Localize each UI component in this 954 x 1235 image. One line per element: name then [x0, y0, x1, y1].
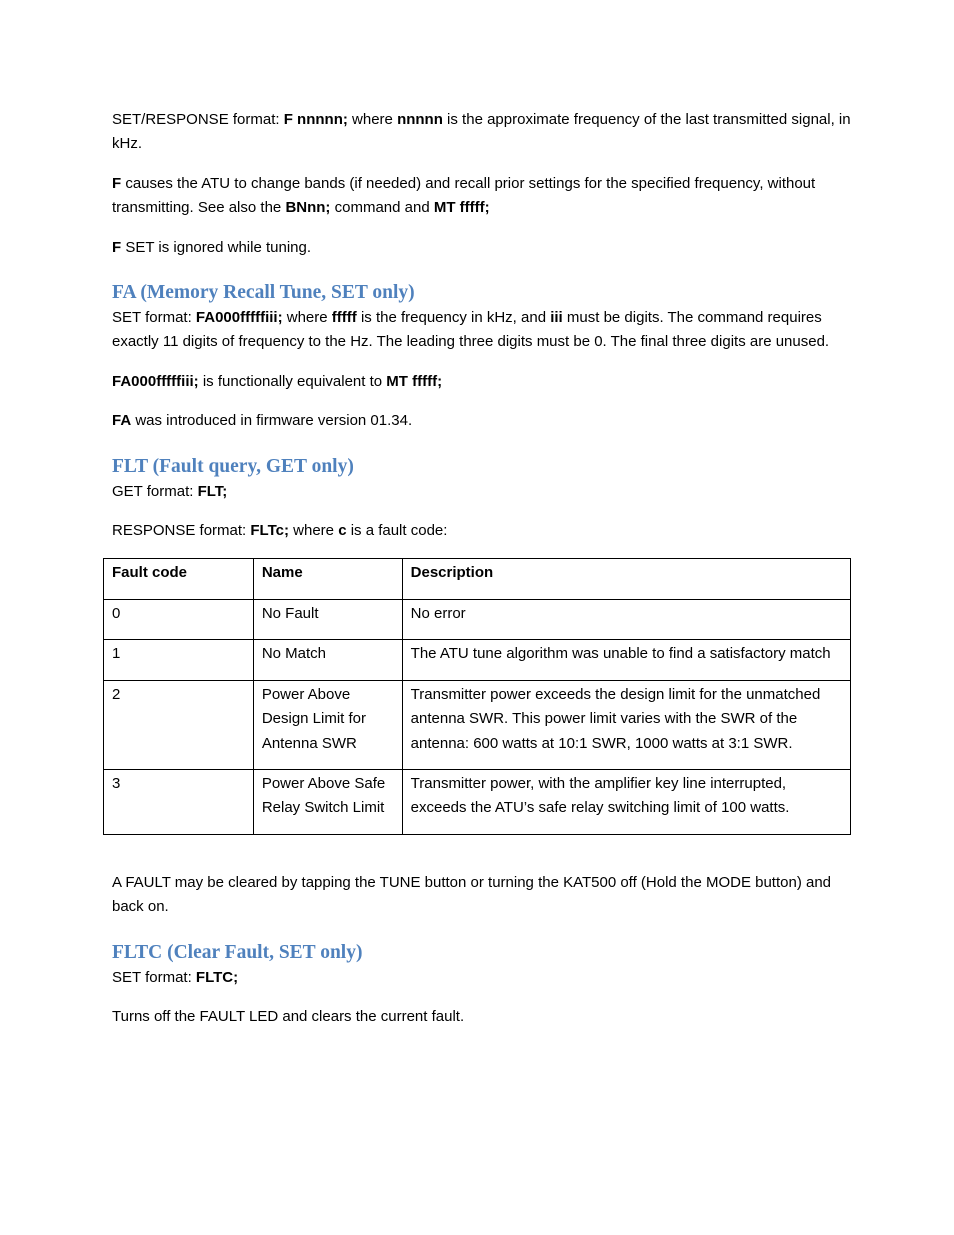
- table-row: [104, 599, 851, 639]
- fault-description-cell: Transmitter power exceeds the design limit for the unmatched antenna SWR. This power limit varies with the SWR of the antenna: 600 watts at 10:1 SWR, 1000 watts at 3:1 SWR.: [402, 680, 850, 769]
- fault-name-cell: Power Above Safe Relay Switch Limit: [253, 769, 402, 834]
- document-page: [112, 108, 852, 1044]
- fault-code-cell: 1: [104, 640, 254, 680]
- fltc-description: Turns off the FAULT LED and clears the current fault.: [112, 1007, 465, 1025]
- fa-equivalence: FA000fffffiii; is functionally equivalent to MT fffff;: [112, 372, 443, 390]
- f-set-response-format: SET/RESPONSE format: F nnnnn; where nnnnn is the approximate frequency of the last transmitted signal, in kHz.: [112, 111, 851, 153]
- fault-code-cell: 3: [104, 769, 254, 834]
- fault-code-table: [103, 558, 851, 834]
- fault-clear-note: A FAULT may be cleared by tapping the TUNE button or turning the KAT500 off (Hold the MODE button) and back on.: [112, 873, 832, 916]
- table-header-row: [104, 559, 851, 599]
- table-row: [104, 640, 851, 680]
- fault-code-cell: 0: [104, 599, 254, 639]
- f-description: F causes the ATU to change bands (if needed) and recall prior settings for the specified frequency, without transmitting. See also the BNnn; command and MT fffff;: [112, 174, 816, 217]
- fault-name-cell: No Fault: [253, 599, 402, 639]
- fa-set-format: SET format: FA000fffffiii; where fffff is the frequency in kHz, and iii must be digits. The command requires exactly 11 digits of frequency to the Hz. The leading three digits must be 0. The final three digits are unused.: [112, 309, 830, 351]
- fault-description-cell: The ATU tune algorithm was unable to find a satisfactory match: [402, 640, 850, 680]
- table-row: [104, 680, 851, 769]
- fltc-set-format: SET format: FLTC;: [112, 968, 239, 986]
- fault-code-cell: 2: [104, 680, 254, 769]
- flt-response-format: RESPONSE format: FLTc; where c is a fault code:: [112, 522, 448, 540]
- fault-name-cell: No Match: [253, 640, 402, 680]
- fault-description-cell: Transmitter power, with the amplifier key line interrupted, exceeds the ATU’s safe relay switching limit of 100 watts.: [402, 769, 850, 834]
- flt-get-format: GET format: FLT;: [112, 482, 228, 500]
- column-header-description: Description: [402, 559, 850, 599]
- fa-firmware-note: FA was introduced in firmware version 01.34.: [112, 412, 413, 430]
- f-tuning-note: F SET is ignored while tuning.: [112, 238, 312, 256]
- column-header-name: Name: [253, 559, 402, 599]
- fltc-heading: FLTC (Clear Fault, SET only): [112, 941, 363, 963]
- flt-heading: FLT (Fault query, GET only): [112, 455, 354, 477]
- fault-description-cell: No error: [402, 599, 850, 639]
- fault-name-cell: Power Above Design Limit for Antenna SWR: [253, 680, 402, 769]
- column-header-fault-code: Fault code: [104, 559, 254, 599]
- fa-heading: FA (Memory Recall Tune, SET only): [112, 282, 415, 304]
- table-row: [104, 769, 851, 834]
